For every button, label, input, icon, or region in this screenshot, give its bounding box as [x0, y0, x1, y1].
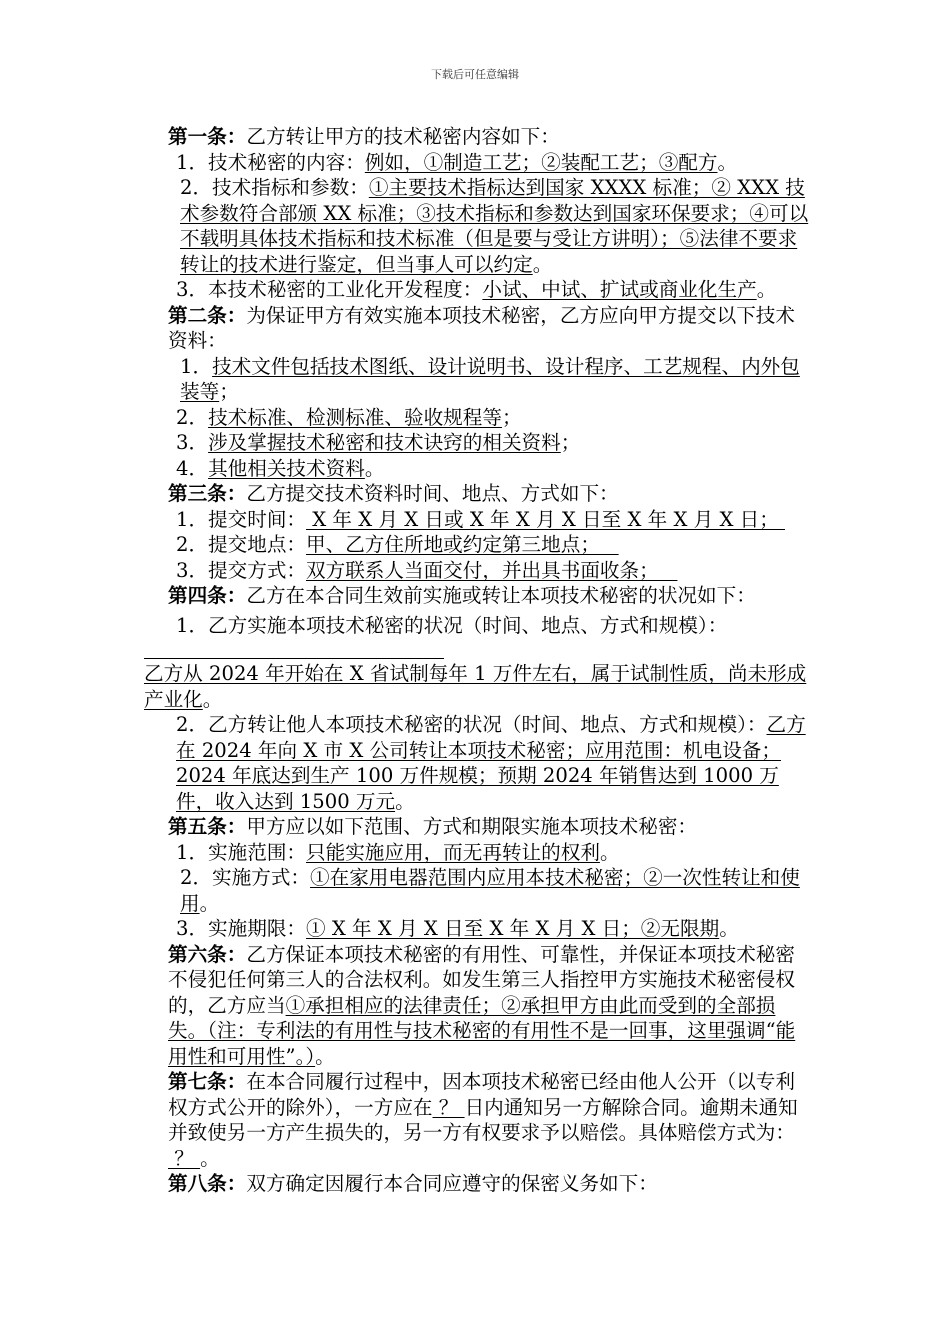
- item-value: ①在家用电器范围内应用本技术秘密；②一次性转让和使用: [180, 866, 800, 915]
- article-3-intro: 乙方提交技术资料时间、地点、方式如下：: [246, 482, 619, 505]
- article-2-item-4: [144, 456, 809, 482]
- item-end: 。: [364, 456, 385, 480]
- item-end: 。: [395, 789, 415, 813]
- article-2-item-3: [144, 430, 809, 456]
- item-label: 2．提交地点：: [176, 533, 307, 556]
- article-5-intro: 甲方应以如下范围、方式和期限实施本项技术秘密：: [246, 815, 698, 838]
- article-3-item-2: [144, 532, 809, 558]
- contract-body: [144, 124, 809, 1197]
- article-3-title: 第三条：: [168, 482, 247, 505]
- item-value: 乙方从 2024 年开始在 X 省试制每年 1 万件左右，属于试制性质，尚未形成产业化: [144, 662, 807, 711]
- article-3-item-1: [144, 507, 809, 533]
- days-blank: ？: [432, 1095, 465, 1119]
- article-4-item-1-label: [144, 613, 809, 639]
- item-label: 3．: [176, 431, 209, 454]
- item-value: 甲、乙方住所地或约定第三地点；: [306, 533, 619, 556]
- article-5-item-2: [144, 865, 809, 916]
- article-1-title: 第一条：: [168, 125, 247, 148]
- item-label: 1．技术秘密的内容：: [176, 150, 365, 174]
- item-value: ① X 年 X 月 X 日至 X 年 X 月 X 日；②无限期: [306, 917, 720, 940]
- article-6-text: 乙方保证本项技术秘密的有用性、可靠性，并保证本项技术秘密不侵犯任何第三人的合法权利。如发生第三人指控甲方实施技术秘密侵权的，乙方应当: [168, 942, 795, 1017]
- item-end: 。: [756, 278, 777, 301]
- item-value: X 年 X 月 X 日或 X 年 X 月 X 日至 X 年 X 月 X 日；: [306, 507, 786, 531]
- article-4-item-2: [144, 712, 809, 814]
- item-end: 。: [717, 150, 738, 174]
- article-2-item-2: [144, 405, 809, 431]
- item-value: 双方联系人当面交付，并出具书面收条；: [306, 558, 678, 582]
- item-value: 只能实施应用，而无再转让的权利: [306, 840, 600, 864]
- article-2-heading: [144, 303, 809, 354]
- article-8-title: 第八条：: [168, 1172, 247, 1195]
- article-2-title: 第二条：: [168, 303, 247, 327]
- item-label: 1．乙方实施本项技术秘密的状况（时间、地点、方式和规模）：: [176, 613, 728, 637]
- item-end: 。: [719, 917, 739, 940]
- item-label: 3．实施期限：: [176, 917, 307, 940]
- item-label: 3．本技术秘密的工业化开发程度：: [176, 278, 483, 301]
- article-4-intro: 乙方在本合同生效前实施或转让本项技术秘密的状况如下：: [246, 584, 756, 607]
- article-8-intro: 双方确定因履行本合同应遵守的保密义务如下：: [246, 1172, 658, 1195]
- item-label: 4．: [176, 456, 209, 480]
- article-1-item-1: [144, 150, 809, 176]
- item-label: 2．: [176, 405, 209, 429]
- item-end: 。: [202, 687, 223, 711]
- article-4-item-1: [144, 661, 809, 712]
- item-value: 技术文件包括技术图纸、设计说明书、设计程序、工艺规程、内外包装等: [180, 354, 800, 403]
- article-2-item-1: [144, 354, 809, 405]
- item-end: 。: [532, 252, 553, 276]
- item-label: 2．实施方式：: [180, 866, 311, 889]
- article-3-heading: [144, 481, 809, 507]
- article-5-title: 第五条：: [168, 815, 247, 838]
- article-1-item-3: [144, 277, 809, 303]
- article-8-heading: [144, 1171, 809, 1197]
- item-value: 乙方在 2024 年向 X 市 X 公司转让本项技术秘密；应用范围：机电设备；2024 年底达到生产 100 万件规模；预期 2024 年销售达到 1000 万件，收入达到 1500 万元: [176, 713, 806, 813]
- item-value: 其他相关技术资料: [208, 456, 365, 480]
- article-5-heading: [144, 814, 809, 840]
- item-label: 1．: [180, 354, 213, 378]
- article-4-heading: [144, 583, 809, 609]
- item-label: 1．实施范围：: [176, 840, 307, 864]
- article-6-title: 第六条：: [168, 942, 247, 966]
- item-end: ；: [219, 380, 239, 403]
- compensation-blank: ？: [168, 1146, 201, 1170]
- item-end: 。: [199, 891, 220, 915]
- item-label: 2．乙方转让他人本项技术秘密的状况（时间、地点、方式和规模）：: [176, 713, 767, 736]
- article-1-intro: 乙方转让甲方的技术秘密内容如下：: [246, 125, 560, 148]
- article-7-text-2: 日内通知另一方解除合同。逾期未通知并致使另一方产生损失的，另一方有权要求予以赔偿。具体赔偿方式为：: [168, 1095, 798, 1144]
- page-header-note: 下载后可任意编辑: [431, 68, 519, 81]
- item-end: 。: [599, 840, 620, 864]
- item-end: 。: [315, 1044, 335, 1068]
- article-7-text-1: 在本合同履行过程中，因本项技术秘密已经由他人公开（以专利权方式公开的除外），一方应在: [168, 1070, 795, 1119]
- article-3-item-3: [144, 558, 809, 584]
- item-value: 小试、中试、扩试或商业化生产: [482, 278, 757, 301]
- item-label: 1．提交时间：: [176, 507, 307, 531]
- article-7-title: 第七条：: [168, 1070, 247, 1093]
- item-end: ；: [560, 431, 581, 454]
- item-label: 3．提交方式：: [176, 558, 307, 582]
- article-1-item-2: [144, 175, 809, 277]
- article-5-item-1: [144, 840, 809, 866]
- item-value: ①主要技术指标达到国家 XXXX 标准；② XXX 技术参数符合部颁 XX 标准；③技术指标和参数达到国家环保要求；④可以不载明具体技术指标和技术标准（但是要与受让方讲明）；⑤法律不要求转让的技术进行鉴定，但当事人可以约定: [180, 176, 809, 276]
- article-2-intro: 为保证甲方有效实施本项技术秘密，乙方应向甲方提交以下技术资料：: [168, 303, 795, 352]
- article-7: [144, 1069, 809, 1171]
- item-end: ；: [501, 405, 522, 429]
- item-label: 2．技术指标和参数：: [180, 176, 369, 199]
- item-end: 。: [200, 1146, 220, 1170]
- article-4-title: 第四条：: [168, 584, 247, 607]
- fill-in-blank-line: [144, 638, 444, 659]
- article-5-item-3: [144, 916, 809, 942]
- item-value: 例如，①制造工艺；②装配工艺；③配方: [364, 150, 718, 174]
- item-value: 涉及掌握技术秘密和技术诀窍的相关资料: [208, 431, 561, 454]
- article-6-value: ①承担相应的法律责任；②承担甲方由此而受到的全部损失。（注：专利法的有用性与技术秘密的有用性不是一回事，这里强调“能用性和可用性”。）: [168, 993, 796, 1068]
- item-value: 技术标准、检测标准、验收规程等: [208, 405, 502, 429]
- article-1-heading: [144, 124, 809, 150]
- article-6: [144, 942, 809, 1070]
